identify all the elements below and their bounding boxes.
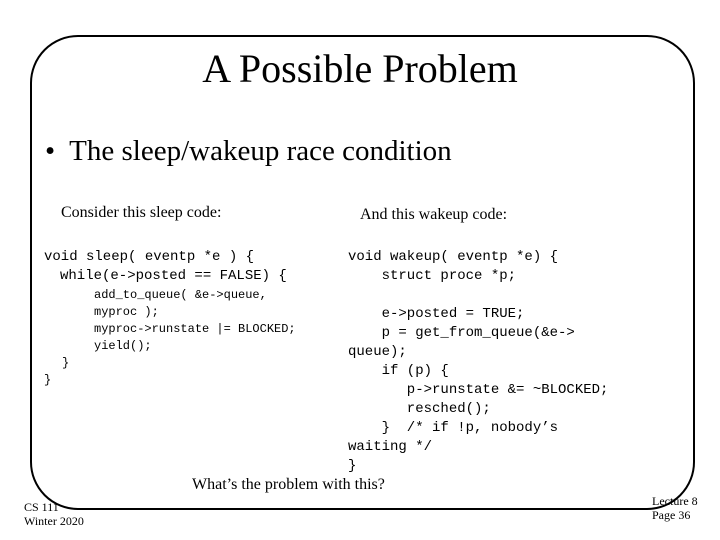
wakeup-code-block	[348, 248, 608, 476]
footer-course-info	[24, 500, 84, 528]
sleep-code-line: void sleep( eventp *e ) {	[44, 249, 255, 265]
bullet-marker: •	[45, 135, 56, 167]
footer-lecture-info	[652, 494, 698, 522]
wakeup-code-line: waiting */	[348, 439, 433, 455]
wakeup-code-line: resched();	[348, 401, 491, 417]
wakeup-code-line: void wakeup( eventp *e) {	[348, 249, 559, 265]
slide-title: A Possible Problem	[202, 46, 518, 91]
bullet-text: The sleep/wakeup race condition	[69, 135, 452, 167]
sleep-code-line: myproc );	[94, 305, 159, 319]
sleep-code-line: }	[44, 373, 52, 387]
wakeup-code-line: p = get_from_queue(&e->	[348, 325, 575, 341]
sleep-code-line: add_to_queue( &e->queue,	[94, 288, 267, 302]
footer-course: CS 111	[24, 500, 59, 514]
wakeup-code-line	[348, 286, 608, 305]
wakeup-code-line: struct proce *p;	[348, 268, 517, 284]
wakeup-code-line: } /* if !p, nobody’s	[348, 420, 559, 436]
footer-lecture: Lecture 8	[652, 494, 698, 508]
wakeup-code-line: queue);	[348, 344, 407, 360]
sleep-code-heading: Consider this sleep code:	[61, 204, 222, 221]
sleep-code-line: }	[62, 356, 70, 370]
sleep-code-line: while(e->posted == FALSE) {	[60, 268, 287, 284]
slide-question: What’s the problem with this?	[192, 476, 385, 493]
sleep-code-line: yield();	[94, 339, 152, 353]
wakeup-code-line: }	[348, 458, 357, 474]
bullet-point	[45, 132, 452, 170]
wakeup-code-line: e->posted = TRUE;	[348, 306, 525, 322]
wakeup-code-line: if (p) {	[348, 363, 449, 379]
sleep-code-line: myproc->runstate |= BLOCKED;	[94, 322, 296, 336]
wakeup-code-line: p->runstate &= ~BLOCKED;	[348, 382, 609, 398]
wakeup-code-heading: And this wakeup code:	[360, 206, 508, 223]
footer-page: Page 36	[652, 508, 691, 522]
footer-term: Winter 2020	[24, 514, 84, 528]
